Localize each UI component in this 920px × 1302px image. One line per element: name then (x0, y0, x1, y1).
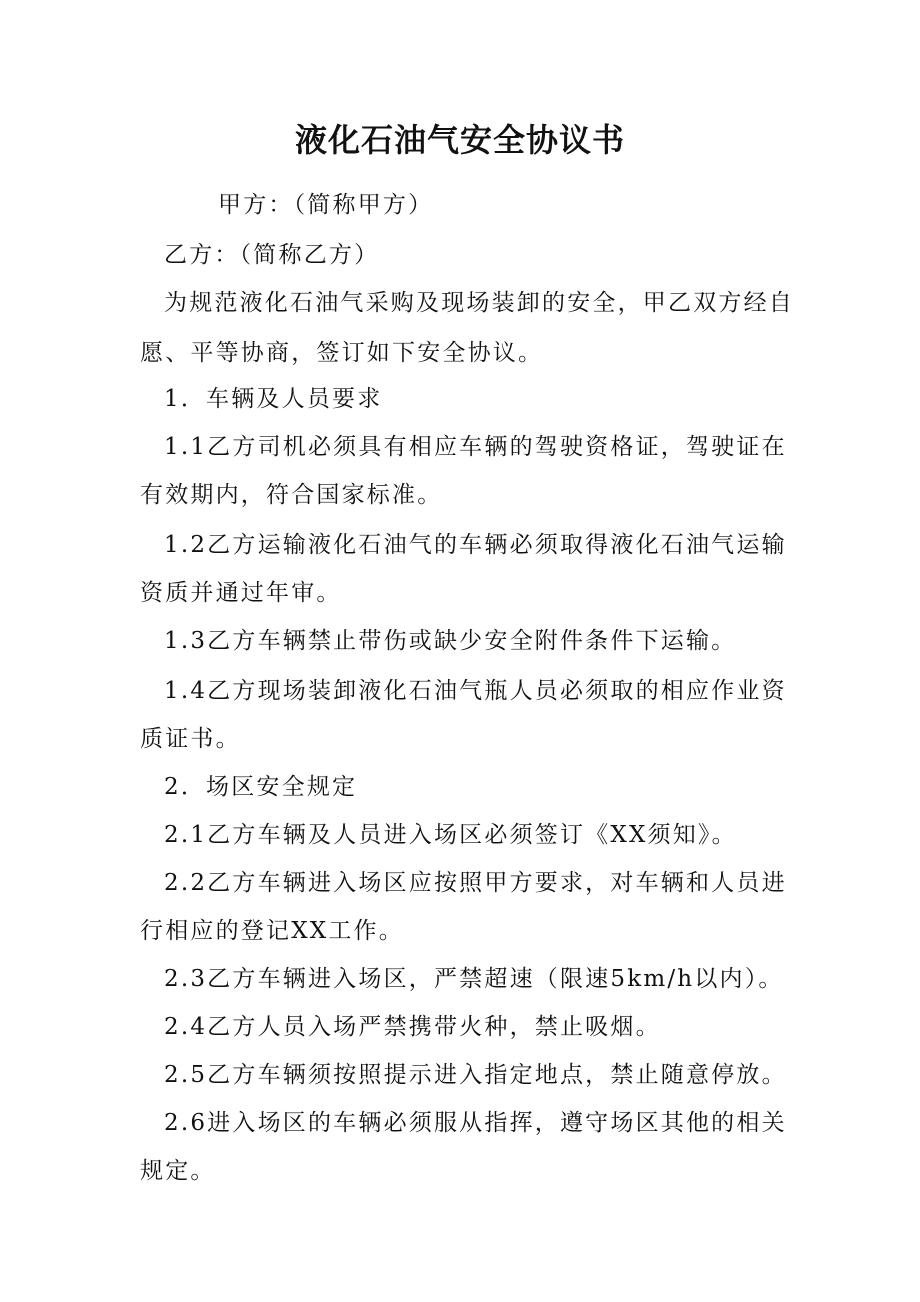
preamble-line-1: 为规范液化石油气采购及现场装卸的安全，甲乙双方经自 (164, 290, 794, 316)
clause-2-1: 2.1乙方车辆及人员进入场区必须签订《XX须知》。 (164, 822, 737, 848)
clause-2-3: 2.3乙方车辆进入场区，严禁超速（限速5km/h以内）。 (164, 966, 784, 992)
clause-2-2-line-2: 行相应的登记XX工作。 (140, 918, 404, 944)
clause-1-2-line-1: 1.2乙方运输液化石油气的车辆必须取得液化石油气运输 (164, 532, 787, 558)
clause-1-2-line-2: 资质并通过年审。 (140, 580, 342, 606)
section-1-heading: 1．车辆及人员要求 (164, 386, 383, 412)
clause-2-5: 2.5乙方车辆须按照提示进入指定地点，禁止随意停放。 (164, 1062, 787, 1088)
party-b-line: 乙方：（简称乙方） (164, 242, 380, 268)
clause-2-6-line-2: 规定。 (140, 1158, 216, 1184)
clause-1-1-line-1: 1.1乙方司机必须具有相应车辆的驾驶资格证，驾驶证在 (164, 434, 787, 460)
clause-2-6-line-1: 2.6进入场区的车辆必须服从指挥，遵守场区其他的相关 (164, 1110, 787, 1136)
clause-1-3: 1.3乙方车辆禁止带伤或缺少安全附件条件下运输。 (164, 628, 737, 654)
clause-1-1-line-2: 有效期内，符合国家标准。 (140, 482, 443, 508)
clause-1-4-line-1: 1.4乙方现场装卸液化石油气瓶人员必须取的相应作业资 (164, 678, 787, 704)
clause-1-4-line-2: 质证书。 (140, 726, 241, 752)
section-2-heading: 2．场区安全规定 (164, 774, 358, 800)
document-title: 液化石油气安全协议书 (294, 121, 625, 159)
clause-2-4: 2.4乙方人员入场严禁携带火种，禁止吸烟。 (164, 1014, 661, 1040)
party-a-line: 甲方：（简称甲方） (218, 192, 434, 218)
clause-2-2-line-1: 2.2乙方车辆进入场区应按照甲方要求，对车辆和人员进 (164, 870, 787, 896)
preamble-line-2: 愿、平等协商，签订如下安全协议。 (140, 340, 544, 366)
